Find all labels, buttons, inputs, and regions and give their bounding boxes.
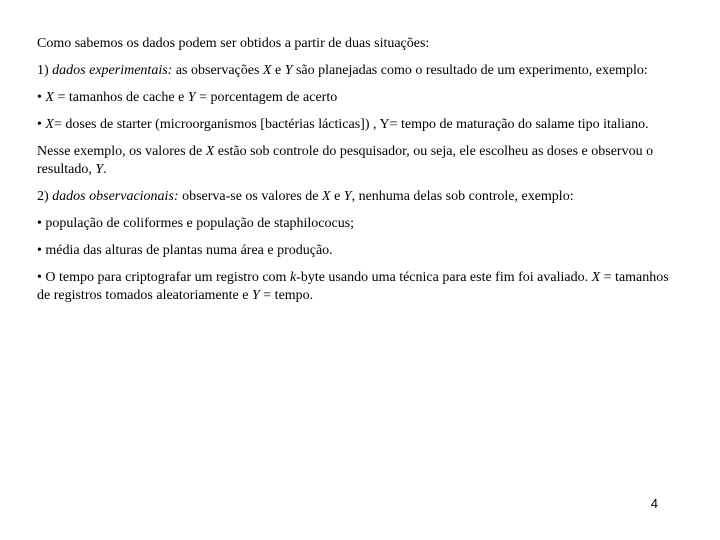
bullet-5-text-d: = tempo. [263,288,314,303]
slide-content [37,35,677,314]
bullet-5-var-k: k [289,270,297,285]
bullet-1-var-y: Y [187,90,196,105]
section-2-text-a: observa-se os valores de [182,189,319,204]
explanation-var-y: Y [95,162,104,177]
intro-text: Como sabemos os dados podem ser obtidos a partir de duas situações: [37,36,430,51]
bullet-1-var-x: X [45,90,54,105]
section-2-text-c: , nenhuma delas sob controle, exemplo: [351,189,574,204]
section-2-title: dados observacionais: [52,189,179,204]
section-2-text-b: e [334,189,341,204]
page-number: 4 [650,496,658,511]
bullet-3-text: população de coliformes e população de staphilococus; [45,216,355,231]
section-2-number: 2) [37,189,49,204]
section-1-text-b: e [274,63,282,78]
bullet-2-text-a: = doses de starter (microorganismos [bactérias lácticas]) , Y= tempo de maturação do salame tipo italiano. [53,117,649,132]
bullet-5-text-b: -byte usando uma técnica para este fim foi avaliado. [296,270,589,285]
bullet-marker: • [37,117,42,132]
section-2-var-y: Y [343,189,352,204]
section-1-number: 1) [37,63,49,78]
bullet-starter-doses [37,116,677,134]
explanation-text-a: Nesse exemplo, os valores de [37,144,203,159]
explanation-var-x: X [205,144,215,159]
bullet-5-var-x: X [591,270,601,285]
explanation-text-b: estão sob controle do pesquisador, ou seja, ele escolheu as doses e observou o resultado, [37,144,654,177]
bullet-plant-heights [37,242,677,260]
bullet-encryption-time [37,269,677,305]
section-1-text-c: são planejadas como o resultado de um experimento, exemplo: [295,63,648,78]
bullet-marker: • [37,90,42,105]
section-1-title: dados experimentais: [52,63,173,78]
bullet-5-var-y: Y [251,288,260,303]
explanation-paragraph [37,143,677,179]
section-2-paragraph [37,188,677,206]
section-2-var-x: X [322,189,331,204]
bullet-1-text-a: = tamanhos de cache e [57,90,185,105]
bullet-marker: • [37,216,42,231]
section-1-var-x: X [262,63,272,78]
bullet-5-text-a: O tempo para criptografar um registro com [45,270,287,285]
bullet-2-var-x: X [45,117,54,132]
intro-paragraph [37,35,677,53]
bullet-marker: • [37,270,42,285]
bullet-1-text-b: = porcentagem de acerto [199,90,338,105]
explanation-text-c: . [103,162,107,177]
section-1-var-y: Y [284,63,293,78]
bullet-cache-hit [37,89,677,107]
section-1-paragraph [37,62,677,80]
bullet-marker: • [37,243,42,258]
bullet-coliforms [37,215,677,233]
bullet-5-text-c: = tamanhos de registros tomados aleatoriamente e [37,270,669,303]
bullet-4-text: média das alturas de plantas numa área e produção. [45,243,333,258]
section-1-text-a: as observações [175,63,260,78]
